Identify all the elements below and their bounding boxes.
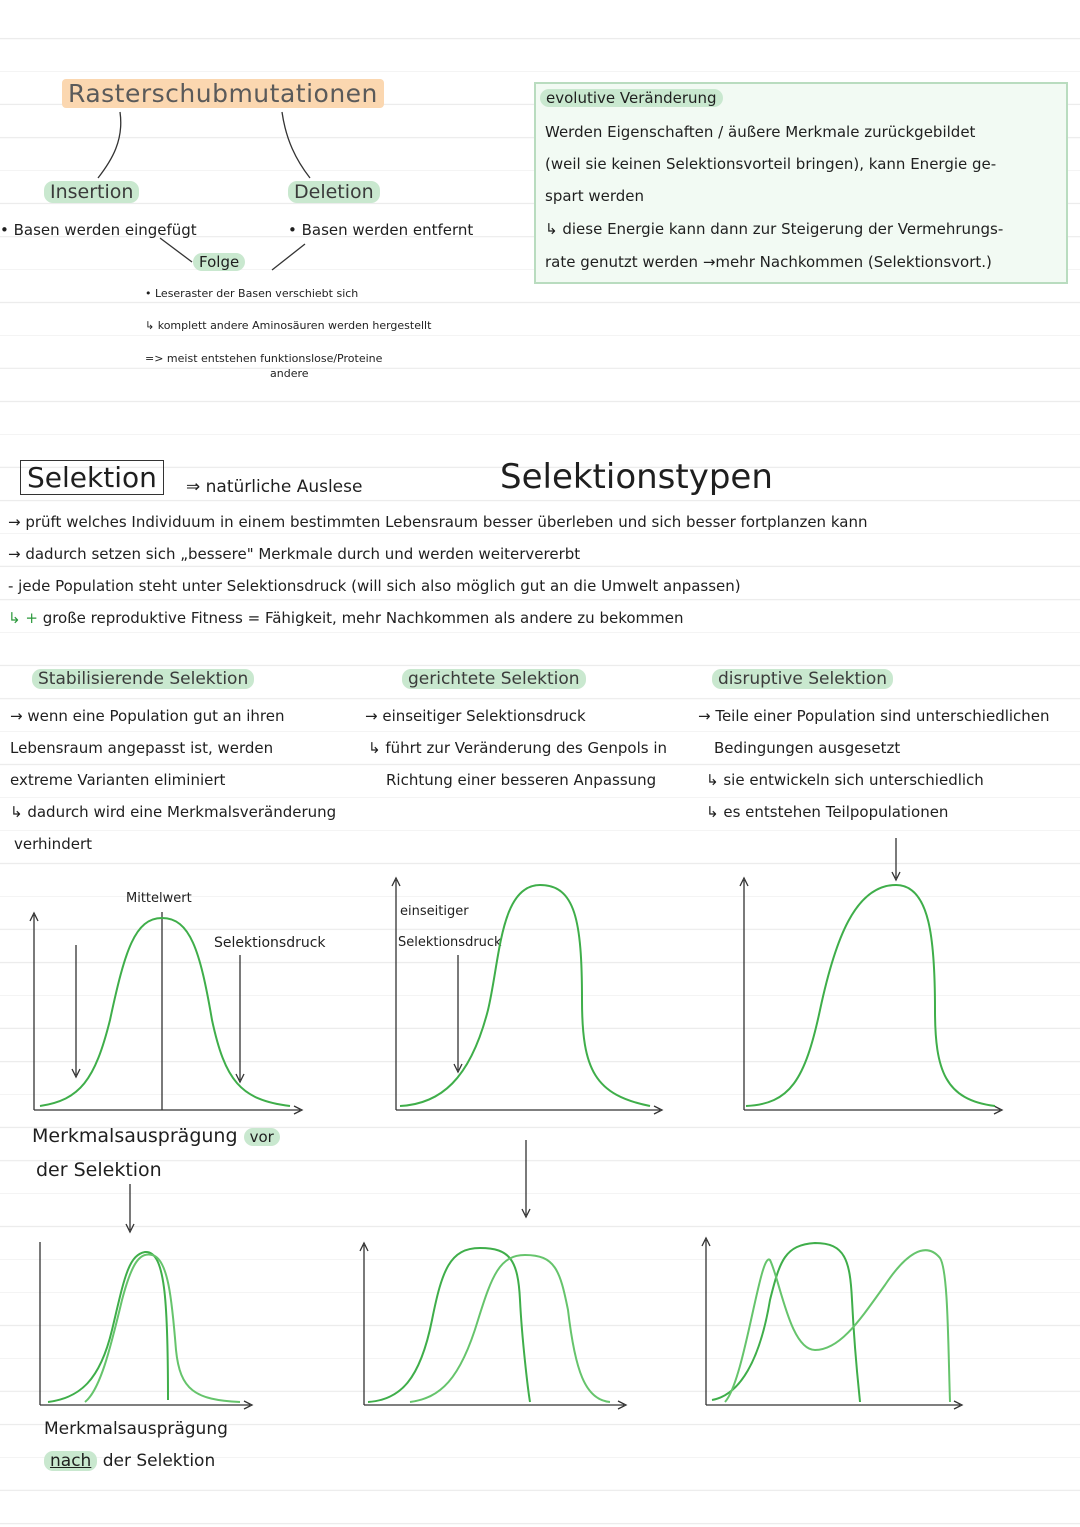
folge-label: Folge (193, 254, 245, 271)
raster-branch-right (282, 112, 310, 178)
nach-line1: Merkmalsausprägung (44, 1419, 228, 1439)
curve-disruptiv-vor (746, 885, 995, 1106)
type-disruptiv-line3: ↳ sie entwickeln sich unterschiedlich (706, 771, 984, 789)
raster-title: Rasterschubmutationen (62, 80, 384, 109)
type-disruptiv-title: disruptive Selektion (712, 670, 893, 690)
selektionstypen-heading: Selektionstypen (500, 457, 773, 497)
folge-line-left (160, 238, 192, 262)
type-stabilisierend-line5: verhindert (14, 835, 92, 853)
evolutive-line4: ↳ diese Energie kann dann zur Steigerung der Vermehrungs- (545, 220, 1004, 238)
type-stabilisierend-line2: Lebensraum angepasst ist, werden (10, 739, 274, 757)
insertion-text: • Basen werden eingefügt (0, 221, 197, 239)
raster-branch-left (98, 112, 121, 178)
type-disruptiv-line2: Bedingungen ausgesetzt (714, 739, 901, 757)
evolutive-line1: Werden Eigenschaften / äußere Merkmale zurückgebildet (545, 123, 976, 141)
selektion-line1: → prüft welches Individuum in einem bestimmten Lebensraum besser überleben und sich besser fortplanzen kann (8, 513, 868, 531)
folge-line1: • Leseraster der Basen verschiebt sich (145, 287, 359, 300)
curve-disruptiv-nach-b (725, 1250, 950, 1402)
curve-gerichtet-nach-b (410, 1255, 610, 1402)
type-stabilisierend-title: Stabilisierende Selektion (32, 670, 254, 690)
selektion-title: Selektion (20, 462, 164, 494)
type-stabilisierend-line3: extreme Varianten eliminiert (10, 771, 226, 789)
curve-disruptiv-nach-a (712, 1243, 860, 1402)
curve-gerichtet-nach-a (368, 1248, 530, 1402)
type-stabilisierend-line1: → wenn eine Population gut an ihren (10, 707, 285, 725)
type-disruptiv-line4: ↳ es entstehen Teilpopulationen (706, 803, 949, 821)
type-stabilisierend-line4: ↳ dadurch wird eine Merkmalsveränderung (10, 803, 337, 821)
evolutive-line2: (weil sie keinen Selektionsvorteil bringen), kann Energie ge- (545, 155, 997, 173)
vor-line2: der Selektion (36, 1159, 162, 1181)
vor-line1-text: Merkmalsausprägung (32, 1125, 238, 1147)
graph1-axes (30, 912, 302, 1114)
selektion-line4-prefix: ↳ + (8, 609, 38, 627)
curve-stabilisierend-nach-a (48, 1252, 168, 1402)
graph3-axes (740, 838, 1002, 1114)
graph4-axes (40, 1242, 252, 1409)
insertion-label: Insertion (44, 182, 139, 204)
type-disruptiv-line1: → Teile einer Population sind unterschiedlichen (698, 707, 1050, 725)
folge-line3: => meist entstehen funktionslose/Proteine (145, 352, 383, 365)
evolutive-line5: rate genutzt werden →mehr Nachkommen (Selektionsvort.) (545, 253, 992, 271)
deletion-text: • Basen werden entfernt (288, 221, 474, 239)
type-gerichtet-line2: ↳ führt zur Veränderung des Genpols in (368, 739, 667, 757)
type-gerichtet-line3: Richtung einer besseren Anpassung (386, 771, 657, 789)
mittelwert-label: Mittelwert (126, 891, 192, 906)
type-gerichtet-line1: → einseitiger Selektionsdruck (365, 707, 586, 725)
evolutive-title: evolutive Veränderung (540, 90, 723, 107)
deletion-label: Deletion (288, 182, 380, 204)
selektion-line2: → dadurch setzen sich „bessere" Merkmale durch und werden weitervererbt (8, 545, 581, 563)
selektion-subtitle: ⇒ natürliche Auslese (186, 477, 363, 497)
folge-line3b: andere (270, 367, 309, 380)
curve-gerichtet-vor (400, 885, 650, 1106)
einseitiger-label: einseitiger (400, 904, 469, 919)
nach-tag: nach (44, 1451, 97, 1471)
einseitiger-label2: Selektionsdruck (398, 935, 502, 950)
graph2-axes (392, 878, 662, 1114)
evolutive-line3: spart werden (545, 187, 645, 205)
selektionsdruck-label: Selektionsdruck (214, 935, 326, 951)
folge-line2: ↳ komplett andere Aminosäuren werden hergestellt (145, 319, 432, 332)
folge-line-right (272, 244, 305, 270)
selektion-line4-text: große reproduktive Fitness = Fähigkeit, mehr Nachkommen als andere zu bekommen (42, 609, 684, 627)
selektion-line3: - jede Population steht unter Selektionsdruck (will sich also möglich gut an die Umwelt anpassen) (8, 577, 741, 595)
curve-stabilisierend-vor (40, 918, 290, 1106)
graph6-axes (702, 1238, 962, 1409)
vor-tag: vor (244, 1128, 280, 1146)
nach-line2-text: der Selektion (102, 1451, 216, 1471)
type-gerichtet-title: gerichtete Selektion (402, 670, 586, 690)
